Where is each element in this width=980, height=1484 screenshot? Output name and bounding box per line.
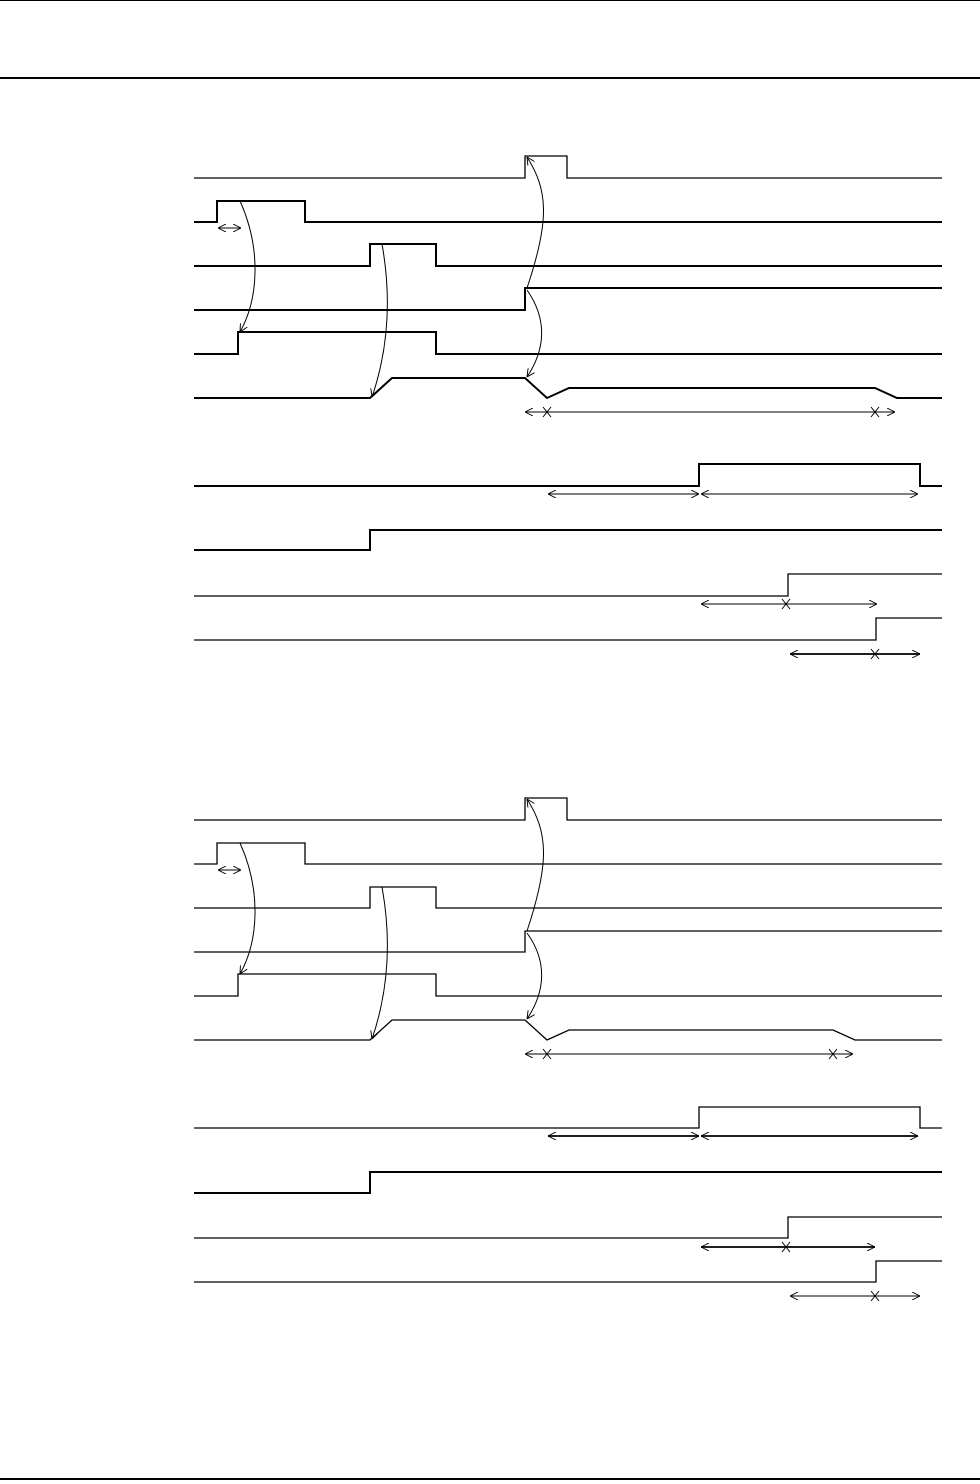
waveform-5 [194,974,942,996]
cause-arrow-4 [527,933,542,1019]
waveform-10 [194,1261,942,1282]
cause-arrow-2 [372,887,387,1039]
waveform-8 [194,1172,942,1193]
waveform-9 [194,1217,942,1238]
timing-intervals [218,870,920,1301]
waveform-1 [194,798,942,820]
cause-arrow-3 [527,799,544,931]
causality-arrows [240,799,544,1039]
waveform-2 [194,843,942,864]
waveform-4 [194,931,942,952]
waveform-7 [194,1107,942,1128]
waveform-group [194,798,942,1282]
footer-rule [0,1478,980,1480]
waveform-6 [194,1020,942,1040]
waveform-3 [194,887,942,908]
